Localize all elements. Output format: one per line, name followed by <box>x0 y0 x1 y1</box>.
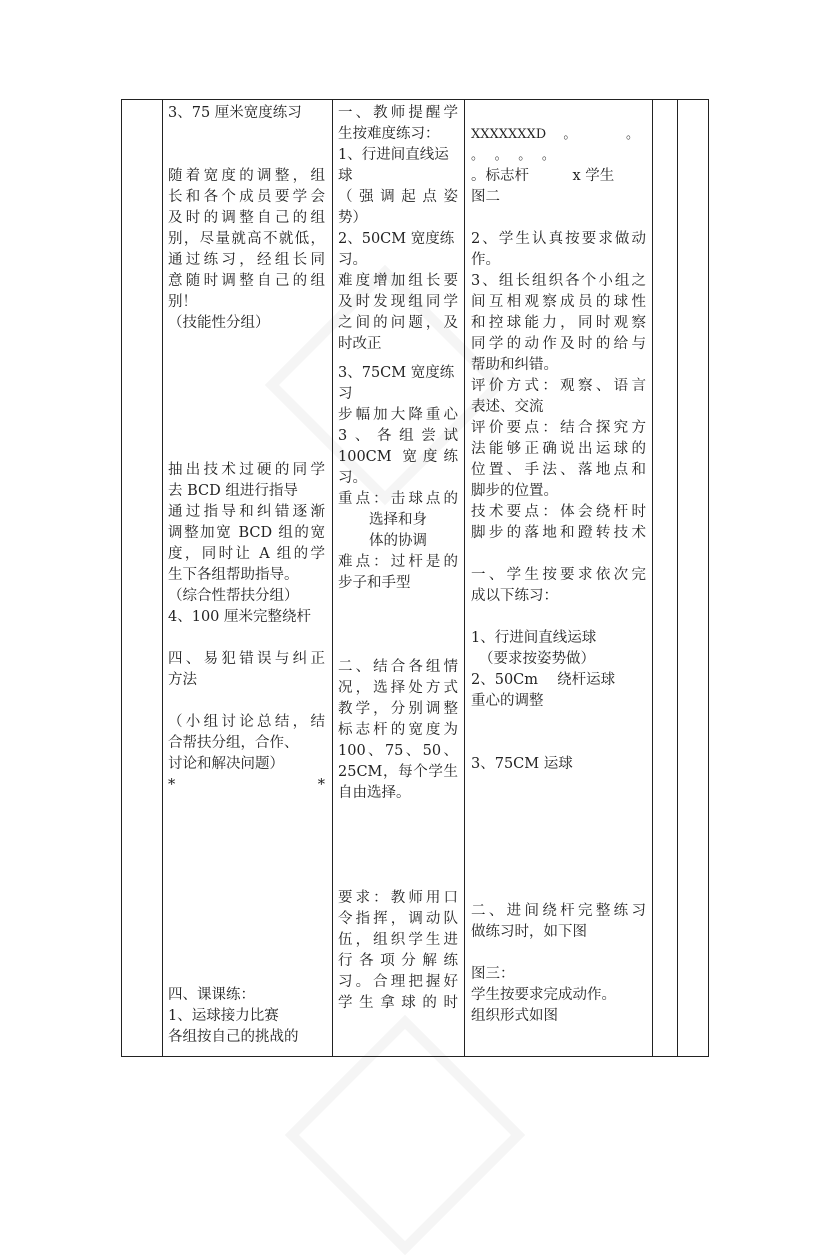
column-divider <box>332 100 333 1056</box>
text-line: 方法 <box>168 672 197 688</box>
text-line: 3、75CM 运球 <box>471 756 573 772</box>
column-divider <box>464 100 465 1056</box>
text-line: 法能够正确说出运球的 <box>471 441 646 457</box>
text-line: 1、运球接力比赛 <box>168 1008 279 1024</box>
text-line: 3、组长组织各个小组之 <box>471 273 646 289</box>
text-line: 球 <box>338 168 353 184</box>
text-line: 随着宽度的调整，组 <box>168 168 325 184</box>
text-line: 及时发现组同学 <box>338 294 458 310</box>
text-line: 标志杆的宽度为 <box>338 722 458 738</box>
text-line: 别，尽量就高不就低， <box>168 231 325 247</box>
text-line: 及时的调整自己的组 <box>168 210 325 226</box>
text-line: 令指挥，调动队 <box>338 911 458 927</box>
text-line: 习。 <box>338 470 367 486</box>
text-line: （强调起点姿 <box>338 189 458 205</box>
text-line: （要求按姿势做） <box>479 651 595 667</box>
text-line: 要求：教师用口 <box>338 890 458 906</box>
text-line: 评价方式：观察、语言 <box>471 378 646 394</box>
text-line: 教学，分别调整 <box>338 701 458 717</box>
text-line: 生按难度练习： <box>338 126 440 142</box>
text-line: 各组按自己的挑战的 <box>168 1029 299 1045</box>
text-line: （综合性帮扶分组） <box>168 588 299 604</box>
text-line: 100CM 宽度练 <box>338 449 458 465</box>
diagram-legend: 。标志杆 x 学生 <box>471 168 615 184</box>
text-line: 评价要点：结合探究方 <box>471 420 646 436</box>
text-line: 之间的问题，及 <box>338 315 458 331</box>
text-line: 通过指导和纠错逐渐 <box>168 504 325 520</box>
text-line: 难点：过杆是的 <box>338 554 458 570</box>
diagram-line: XXXXXXXD 。 。 <box>471 127 639 142</box>
text-line: 位置、手法、落地点和 <box>471 462 646 478</box>
text-line: 学生拿球的时 <box>338 995 458 1011</box>
text-line: 25CM，每个学生 <box>338 764 458 780</box>
text-line: 作。 <box>471 252 500 268</box>
text-line: 2、学生认真按要求做动 <box>471 231 646 247</box>
text-line: 去 BCD 组进行指导 <box>168 483 298 499</box>
text-line: 意随时调整自己的组 <box>168 273 325 289</box>
text-line: 脚步的位置。 <box>471 483 558 499</box>
text-line: 二、结合各组情 <box>338 659 458 675</box>
text-line: 抽出技术过硬的同学 <box>168 462 325 478</box>
text-line: 2、50Cm 绕杆运球 <box>471 672 616 688</box>
teaching-content-column <box>168 103 325 1048</box>
student-activity-column <box>471 124 646 1027</box>
text-line: 一、教师提醒学 <box>338 105 458 121</box>
text-line: 脚步的落地和蹬转技术 <box>471 525 646 541</box>
text-line: 合帮扶分组，合作、 <box>168 735 299 751</box>
text-line: 习。合理把握好 <box>338 974 458 990</box>
text-line: 组织形式如图 <box>471 1008 558 1024</box>
text-line: 1、行进间直线运 <box>338 147 449 163</box>
text-line: 自由选择。 <box>338 785 411 801</box>
column-divider <box>652 100 653 1056</box>
text-line: 势） <box>338 210 367 226</box>
text-line: 技术要点：体会绕杆时 <box>471 504 646 520</box>
text-line: 同学的动作及时的给与 <box>471 336 646 352</box>
text-line: 3、75CM 宽度练 <box>338 365 455 381</box>
text-line: 步子和手型 <box>338 575 411 591</box>
text-line: 讨论和解决问题） <box>168 756 284 772</box>
text-line: 做练习时，如下图 <box>471 924 587 940</box>
star-left: * <box>168 777 176 793</box>
text-line: 2、50CM 宽度练 <box>338 231 455 247</box>
text-line: 步幅加大降重心 <box>338 407 458 423</box>
text-line: 100、75、50、 <box>338 743 458 759</box>
lesson-plan-table <box>121 99 709 1057</box>
text-line: 选择和身 <box>369 512 427 528</box>
diagram-line: 。 。 。 。 <box>471 148 555 163</box>
text-line: 学生按要求完成动作。 <box>471 987 616 1003</box>
text-line: 别！ <box>168 294 197 310</box>
text-line: 伍，组织学生进 <box>338 932 458 948</box>
text-line: 3、75 厘米宽度练习 <box>168 105 302 121</box>
text-line: 4、100 厘米完整绕杆 <box>168 609 312 625</box>
text-line: 生下各组帮助指导。 <box>168 567 299 583</box>
text-line: 通过练习，经组长同 <box>168 252 325 268</box>
text-line: 成以下练习： <box>471 588 558 604</box>
text-line: 难度增加组长要 <box>338 273 458 289</box>
text-line: （技能性分组） <box>168 315 270 331</box>
text-line: 3、各组尝试 <box>338 428 458 444</box>
figure-label: 图二 <box>471 189 500 205</box>
column-divider <box>162 100 163 1056</box>
text-line: 四、课课练： <box>168 987 255 1003</box>
text-line: 重心的调整 <box>471 693 544 709</box>
text-line: 重点：击球点的 <box>338 491 458 507</box>
text-line: 体的协调 <box>369 533 427 549</box>
text-line: 调整加宽 BCD 组的宽 <box>168 525 325 541</box>
column-divider <box>677 100 678 1056</box>
text-line: 行各项分解练 <box>338 953 458 969</box>
text-line: 况，选择处方式 <box>338 680 458 696</box>
text-line: 图三： <box>471 966 515 982</box>
text-line: 表述、交流 <box>471 399 544 415</box>
text-line: 长和各个成员要学会 <box>168 189 325 205</box>
teacher-activity-column <box>338 103 458 1014</box>
text-line: 时改正 <box>338 336 382 352</box>
text-line: 习。 <box>338 252 367 268</box>
text-line: 二、进间绕杆完整练习 <box>471 903 646 919</box>
text-line: 四、易犯错误与纠正 <box>168 651 325 667</box>
star-row <box>168 775 325 796</box>
text-line: （小组讨论总结，结 <box>168 714 325 730</box>
text-line: 间互相观察成员的球性 <box>471 294 646 310</box>
text-line: 习 <box>338 386 353 402</box>
star-right: * <box>317 777 325 793</box>
text-line: 一、学生按要求依次完 <box>471 567 646 583</box>
text-line: 度，同时让 A 组的学 <box>168 546 325 562</box>
text-line: 和控球能力，同时观察 <box>471 315 646 331</box>
text-line: 帮助和纠错。 <box>471 357 558 373</box>
text-line: 1、行进间直线运球 <box>471 630 597 646</box>
